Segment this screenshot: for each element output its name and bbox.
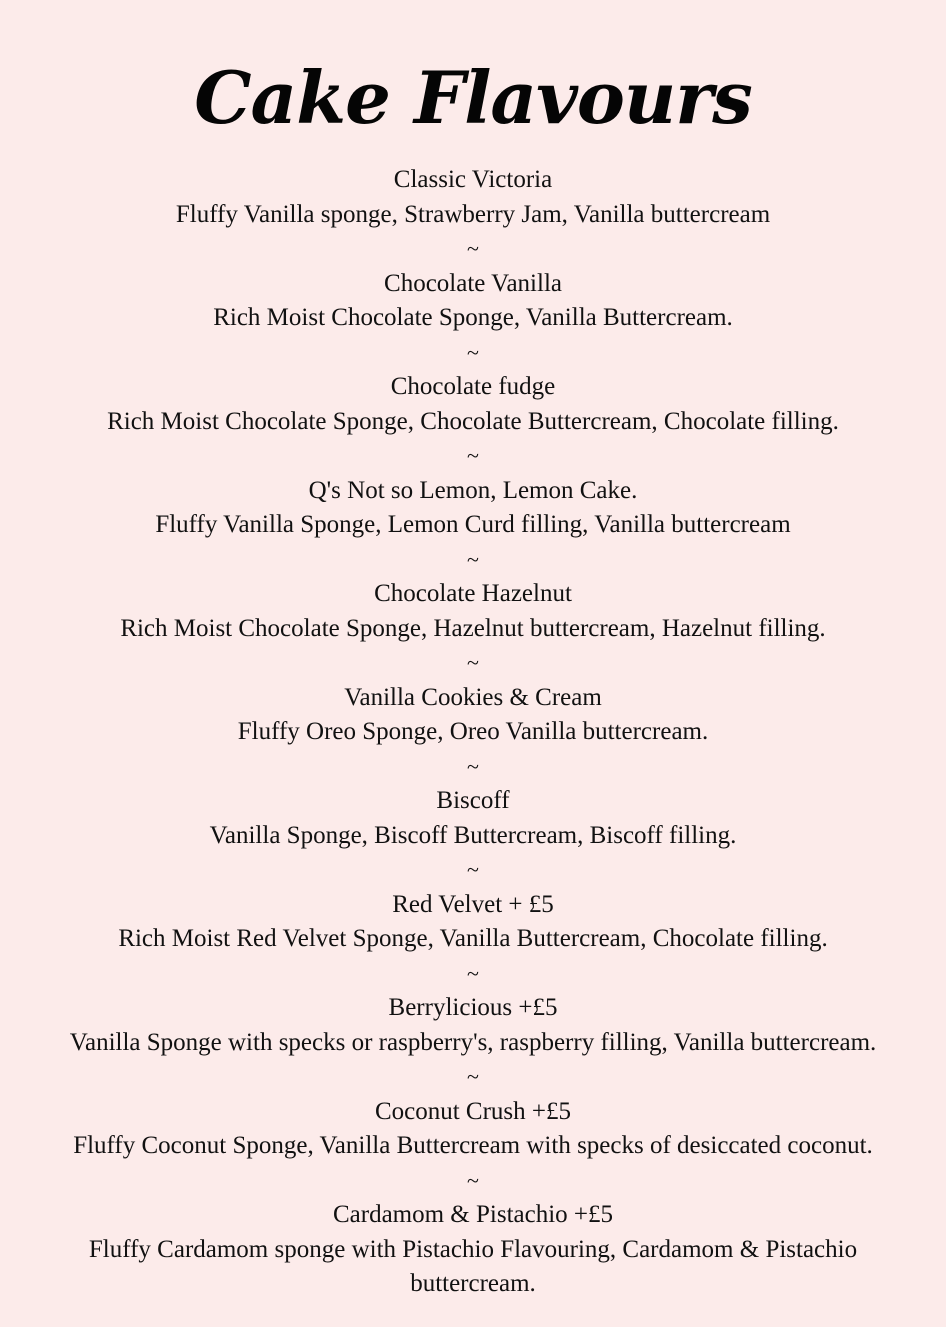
flavour-item — [30, 1095, 916, 1199]
flavour-description: Fluffy Cardamom sponge with Pistachio Flavouring, Cardamom & Pistachio buttercream. — [88, 1235, 858, 1297]
flavour-description: Fluffy Vanilla Sponge, Lemon Curd filling, Vanilla buttercream — [155, 511, 791, 538]
separator: ~ — [467, 339, 479, 365]
flavour-name: Vanilla Cookies & Cream — [344, 683, 602, 711]
flavour-item — [30, 163, 916, 267]
flavour-description: Rich Moist Chocolate Sponge, Hazelnut buttercream, Hazelnut filling. — [120, 614, 826, 642]
separator: ~ — [467, 443, 479, 468]
flavour-name: Chocolate Vanilla — [384, 269, 562, 297]
flavour-name: Berrylicious +£5 — [388, 994, 558, 1021]
separator: ~ — [467, 650, 479, 675]
page-title: Cake Flavours — [194, 55, 752, 140]
flavour-name: Q's Not so Lemon, Lemon Cake. — [308, 476, 638, 504]
flavour-item — [30, 370, 916, 474]
flavour-description: Vanilla Sponge, Biscoff Buttercream, Biscoff filling. — [209, 821, 737, 849]
flavour-description: Vanilla Sponge with specks or raspberry's, raspberry filling, Vanilla buttercream. — [69, 1028, 877, 1056]
flavour-description: Fluffy Vanilla sponge, Strawberry Jam, Vanilla buttercream — [175, 200, 771, 228]
flavour-list — [30, 163, 916, 1302]
separator: ~ — [467, 1167, 479, 1193]
flavour-name: Biscoff — [436, 787, 510, 814]
flavour-item — [30, 681, 916, 785]
flavour-item — [30, 267, 916, 371]
flavour-item — [30, 474, 916, 578]
flavour-item — [30, 991, 916, 1095]
flavour-item — [30, 784, 916, 888]
flavour-name: Chocolate Hazelnut — [374, 580, 572, 607]
flavour-description: Rich Moist Red Velvet Sponge, Vanilla Buttercream, Chocolate filling. — [118, 925, 828, 952]
separator: ~ — [467, 857, 479, 882]
separator: ~ — [467, 960, 479, 986]
separator: ~ — [467, 1064, 479, 1089]
flavour-item — [30, 577, 916, 681]
flavour-name: Chocolate fudge — [390, 373, 556, 400]
separator: ~ — [467, 236, 479, 261]
separator: ~ — [467, 753, 479, 779]
flavour-item — [30, 888, 916, 992]
flavour-name: Red Velvet + £5 — [392, 890, 554, 918]
flavour-description: Rich Moist Chocolate Sponge, Chocolate Buttercream, Chocolate filling. — [107, 407, 839, 435]
flavour-name: Coconut Crush +£5 — [374, 1097, 572, 1125]
flavour-description: Fluffy Oreo Sponge, Oreo Vanilla buttercream. — [237, 718, 709, 745]
separator: ~ — [467, 546, 479, 572]
flavour-name: Cardamom & Pistachio +£5 — [332, 1201, 614, 1228]
flavour-description: Rich Moist Chocolate Sponge, Vanilla Buttercream. — [213, 304, 733, 331]
flavour-item — [30, 1198, 916, 1302]
flavour-description: Fluffy Coconut Sponge, Vanilla Buttercream with specks of desiccated coconut. — [73, 1132, 873, 1159]
flavour-name: Classic Victoria — [393, 166, 553, 193]
